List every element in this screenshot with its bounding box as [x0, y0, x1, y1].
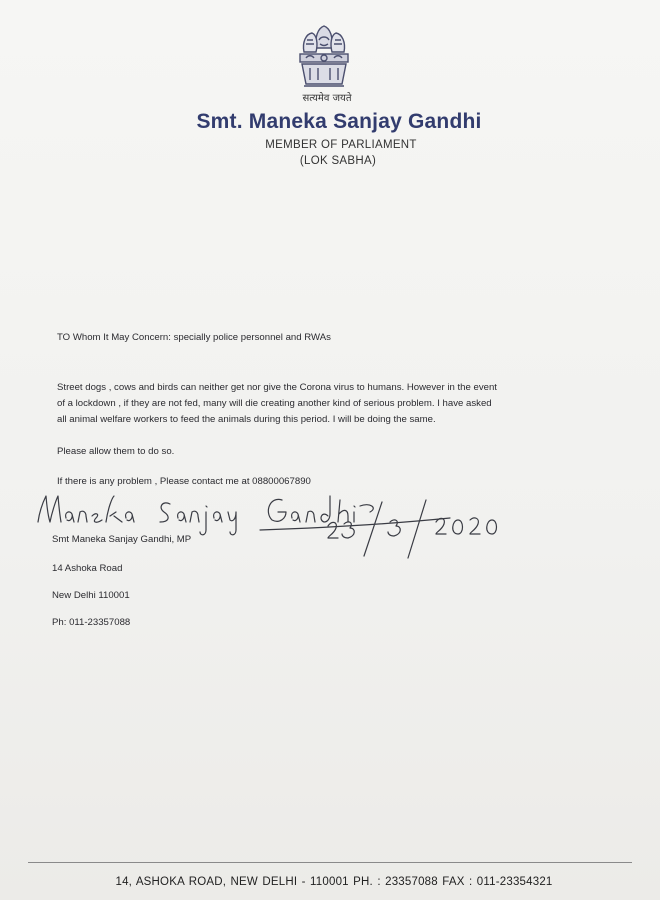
- paragraph-line: of a lockdown , if they are not fed, many will die creating another kind of serious problem. I have asked: [57, 398, 492, 409]
- emblem-motto: सत्यमेव जयते: [302, 93, 352, 104]
- letterhead-house: (LOK SABHA): [299, 155, 377, 167]
- letterhead-title: MEMBER OF PARLIAMENT: [265, 139, 417, 151]
- sender-name: Smt Maneka Sanjay Gandhi, MP: [52, 534, 192, 545]
- footer-divider: [28, 862, 632, 863]
- handwritten-signature: [30, 478, 510, 568]
- body-paragraph: [57, 380, 602, 428]
- sender-phone: Ph: 011-23357088: [52, 617, 131, 628]
- sender-address-line2: New Delhi 110001: [52, 590, 130, 601]
- letterhead-name: Smt. Maneka Sanjay Gandhi: [196, 110, 482, 133]
- contact-line: If there is any problem , Please contact me at 08800067890: [57, 476, 311, 487]
- national-emblem-icon: [290, 18, 358, 100]
- request-line: Please allow them to do so.: [57, 446, 175, 457]
- paragraph-line: all animal welfare workers to feed the animals during this period. I will be doing the same.: [57, 414, 436, 425]
- paragraph-line: Street dogs , cows and birds can neither get nor give the Corona virus to humans. However in the event: [57, 382, 497, 393]
- footer-address: 14, ASHOKA ROAD, NEW DELHI - 110001 PH. : 23357088 FAX : 011-23354321: [115, 876, 553, 888]
- salutation: TO Whom It May Concern: specially police personnel and RWAs: [57, 332, 331, 343]
- sender-address-line1: 14 Ashoka Road: [52, 563, 123, 574]
